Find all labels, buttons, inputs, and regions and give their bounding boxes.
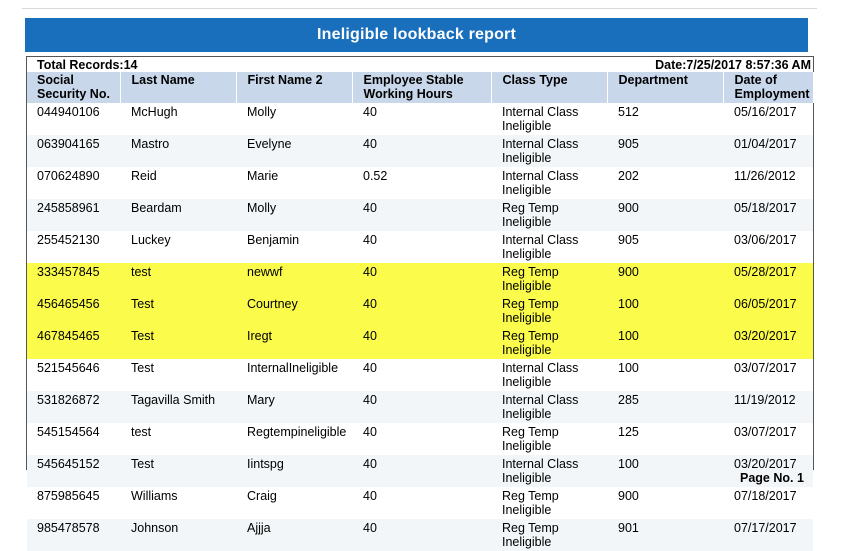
cell-ssn: 545154564 bbox=[37, 425, 100, 439]
cell-ssn: 070624890 bbox=[37, 169, 100, 183]
cell-last-name: Luckey bbox=[131, 233, 171, 247]
table-header-row bbox=[27, 72, 813, 103]
cell-date-of-employment: 01/04/2017 bbox=[723, 135, 813, 167]
cell-ssn: 456465456 bbox=[27, 295, 120, 327]
cell-last-name: Johnson bbox=[120, 519, 236, 551]
cell-first-name: Courtney bbox=[236, 295, 352, 327]
table-body bbox=[27, 103, 813, 551]
cell-working-hours: 40 bbox=[352, 519, 491, 551]
cell-working-hours: 40 bbox=[352, 199, 491, 231]
cell-class-type: Internal Class Ineligible bbox=[491, 135, 607, 167]
cell-working-hours: 40 bbox=[363, 489, 377, 503]
cell-working-hours: 40 bbox=[363, 425, 377, 439]
table-row bbox=[27, 487, 813, 519]
cell-ssn: 521545646 bbox=[37, 361, 100, 375]
cell-first-name: Molly bbox=[236, 199, 352, 231]
summary-bar bbox=[27, 57, 813, 72]
table-row bbox=[27, 231, 813, 263]
col-header-department: Department bbox=[607, 72, 723, 103]
cell-first-name: InternalIneligible bbox=[247, 361, 339, 375]
cell-last-name: Reid bbox=[131, 169, 157, 183]
top-divider bbox=[22, 8, 817, 9]
table-row bbox=[27, 519, 813, 551]
cell-date-of-employment: 06/05/2017 bbox=[723, 295, 813, 327]
cell-first-name: Benjamin bbox=[247, 233, 300, 247]
cell-department: 905 bbox=[618, 233, 639, 247]
page-number: Page No. 1 bbox=[740, 471, 804, 485]
cell-class-type: Internal Class Ineligible bbox=[491, 391, 607, 423]
cell-ssn: 545645152 bbox=[27, 455, 120, 487]
cell-date-of-employment: 05/18/2017 bbox=[723, 199, 813, 231]
cell-department: 202 bbox=[618, 169, 639, 183]
cell-first-name: Iintspg bbox=[236, 455, 352, 487]
cell-class-type: Reg Temp Ineligible bbox=[502, 425, 559, 453]
cell-working-hours: 40 bbox=[363, 233, 377, 247]
cell-ssn: 985478578 bbox=[27, 519, 120, 551]
cell-date-of-employment: 11/26/2012 bbox=[734, 169, 796, 183]
cell-department: 100 bbox=[607, 455, 723, 487]
cell-last-name: Williams bbox=[131, 489, 178, 503]
cell-first-name: Molly bbox=[247, 105, 277, 119]
col-header-first-name: First Name 2 bbox=[236, 72, 352, 103]
cell-date-of-employment: 03/07/2017 bbox=[734, 425, 797, 439]
cell-class-type: Reg Temp Ineligible bbox=[491, 519, 607, 551]
cell-last-name: Test bbox=[120, 455, 236, 487]
cell-class-type: Internal Class Ineligible bbox=[502, 361, 579, 389]
report-title: Ineligible lookback report bbox=[25, 18, 808, 52]
cell-ssn: 875985645 bbox=[37, 489, 100, 503]
table-row bbox=[27, 135, 813, 167]
cell-working-hours: 40 bbox=[352, 455, 491, 487]
cell-ssn: 531826872 bbox=[27, 391, 120, 423]
cell-department: 900 bbox=[607, 199, 723, 231]
cell-department: 100 bbox=[618, 361, 639, 375]
cell-last-name: test bbox=[131, 425, 152, 439]
cell-ssn: 255452130 bbox=[37, 233, 100, 247]
cell-date-of-employment: 03/20/2017 bbox=[723, 327, 813, 359]
cell-date-of-employment: 05/16/2017 bbox=[734, 105, 797, 119]
cell-ssn: 063904165 bbox=[27, 135, 120, 167]
cell-date-of-employment: 03/07/2017 bbox=[734, 361, 797, 375]
col-header-date-of-employment: Date of Employment bbox=[723, 72, 813, 103]
cell-first-name: Regtempineligible bbox=[247, 425, 347, 439]
cell-date-of-employment: 07/17/2017 bbox=[723, 519, 813, 551]
cell-class-type: Internal Class Ineligible bbox=[502, 169, 579, 197]
cell-class-type: Reg Temp Ineligible bbox=[491, 295, 607, 327]
cell-class-type: Internal Class Ineligible bbox=[502, 105, 579, 133]
cell-last-name: Beardam bbox=[120, 199, 236, 231]
total-records: Total Records:14 bbox=[37, 57, 138, 72]
cell-working-hours: 40 bbox=[352, 327, 491, 359]
report-date: Date:7/25/2017 8:57:36 AM bbox=[655, 57, 811, 72]
table-row bbox=[27, 199, 813, 231]
cell-first-name: newwf bbox=[236, 263, 352, 295]
cell-ssn: 467845465 bbox=[27, 327, 120, 359]
cell-class-type: Internal Class Ineligible bbox=[491, 455, 607, 487]
report-table bbox=[27, 72, 814, 551]
cell-first-name: Iregt bbox=[236, 327, 352, 359]
cell-working-hours: 40 bbox=[352, 391, 491, 423]
cell-working-hours: 40 bbox=[363, 105, 377, 119]
table-row bbox=[27, 103, 813, 135]
cell-class-type: Reg Temp Ineligible bbox=[491, 327, 607, 359]
cell-working-hours: 0.52 bbox=[363, 169, 388, 183]
col-header-class-type: Class Type bbox=[491, 72, 607, 103]
cell-last-name: test bbox=[120, 263, 236, 295]
cell-department: 900 bbox=[618, 489, 639, 503]
cell-working-hours: 40 bbox=[352, 295, 491, 327]
table-row bbox=[27, 391, 813, 423]
cell-class-type: Reg Temp Ineligible bbox=[502, 489, 559, 517]
cell-first-name: Marie bbox=[247, 169, 279, 183]
table-row bbox=[27, 327, 813, 359]
cell-last-name: Test bbox=[131, 361, 154, 375]
cell-department: 125 bbox=[618, 425, 639, 439]
col-header-working-hours: Employee Stable Working Hours bbox=[352, 72, 491, 103]
cell-working-hours: 40 bbox=[363, 361, 377, 375]
cell-department: 901 bbox=[607, 519, 723, 551]
cell-date-of-employment: 05/28/2017 bbox=[723, 263, 813, 295]
cell-first-name: Evelyne bbox=[236, 135, 352, 167]
cell-last-name: Test bbox=[120, 327, 236, 359]
cell-department: 905 bbox=[607, 135, 723, 167]
table-row bbox=[27, 167, 813, 199]
cell-ssn: 245858961 bbox=[27, 199, 120, 231]
cell-date-of-employment: 07/18/2017 bbox=[734, 489, 797, 503]
cell-class-type: Internal Class Ineligible bbox=[502, 233, 579, 261]
cell-last-name: Tagavilla Smith bbox=[120, 391, 236, 423]
cell-ssn: 333457845 bbox=[27, 263, 120, 295]
table-row bbox=[27, 263, 813, 295]
cell-last-name: McHugh bbox=[131, 105, 178, 119]
table-row bbox=[27, 295, 813, 327]
cell-first-name: Mary bbox=[236, 391, 352, 423]
table-row bbox=[27, 423, 813, 455]
cell-first-name: Craig bbox=[247, 489, 277, 503]
cell-department: 512 bbox=[618, 105, 639, 119]
cell-department: 900 bbox=[607, 263, 723, 295]
cell-working-hours: 40 bbox=[352, 263, 491, 295]
table-row bbox=[27, 359, 813, 391]
cell-ssn: 044940106 bbox=[37, 105, 100, 119]
cell-last-name: Mastro bbox=[120, 135, 236, 167]
cell-department: 285 bbox=[607, 391, 723, 423]
col-header-ssn: Social Security No. bbox=[27, 72, 120, 103]
cell-date-of-employment: 11/19/2012 bbox=[723, 391, 813, 423]
cell-class-type: Reg Temp Ineligible bbox=[491, 199, 607, 231]
cell-date-of-employment: 03/06/2017 bbox=[734, 233, 797, 247]
cell-date-of-employment: 03/20/2017 bbox=[723, 455, 813, 487]
cell-department: 100 bbox=[607, 327, 723, 359]
cell-department: 100 bbox=[607, 295, 723, 327]
col-header-last-name: Last Name bbox=[120, 72, 236, 103]
cell-last-name: Test bbox=[120, 295, 236, 327]
table-row bbox=[27, 455, 813, 487]
cell-working-hours: 40 bbox=[352, 135, 491, 167]
cell-first-name: Ajjja bbox=[236, 519, 352, 551]
cell-class-type: Reg Temp Ineligible bbox=[491, 263, 607, 295]
